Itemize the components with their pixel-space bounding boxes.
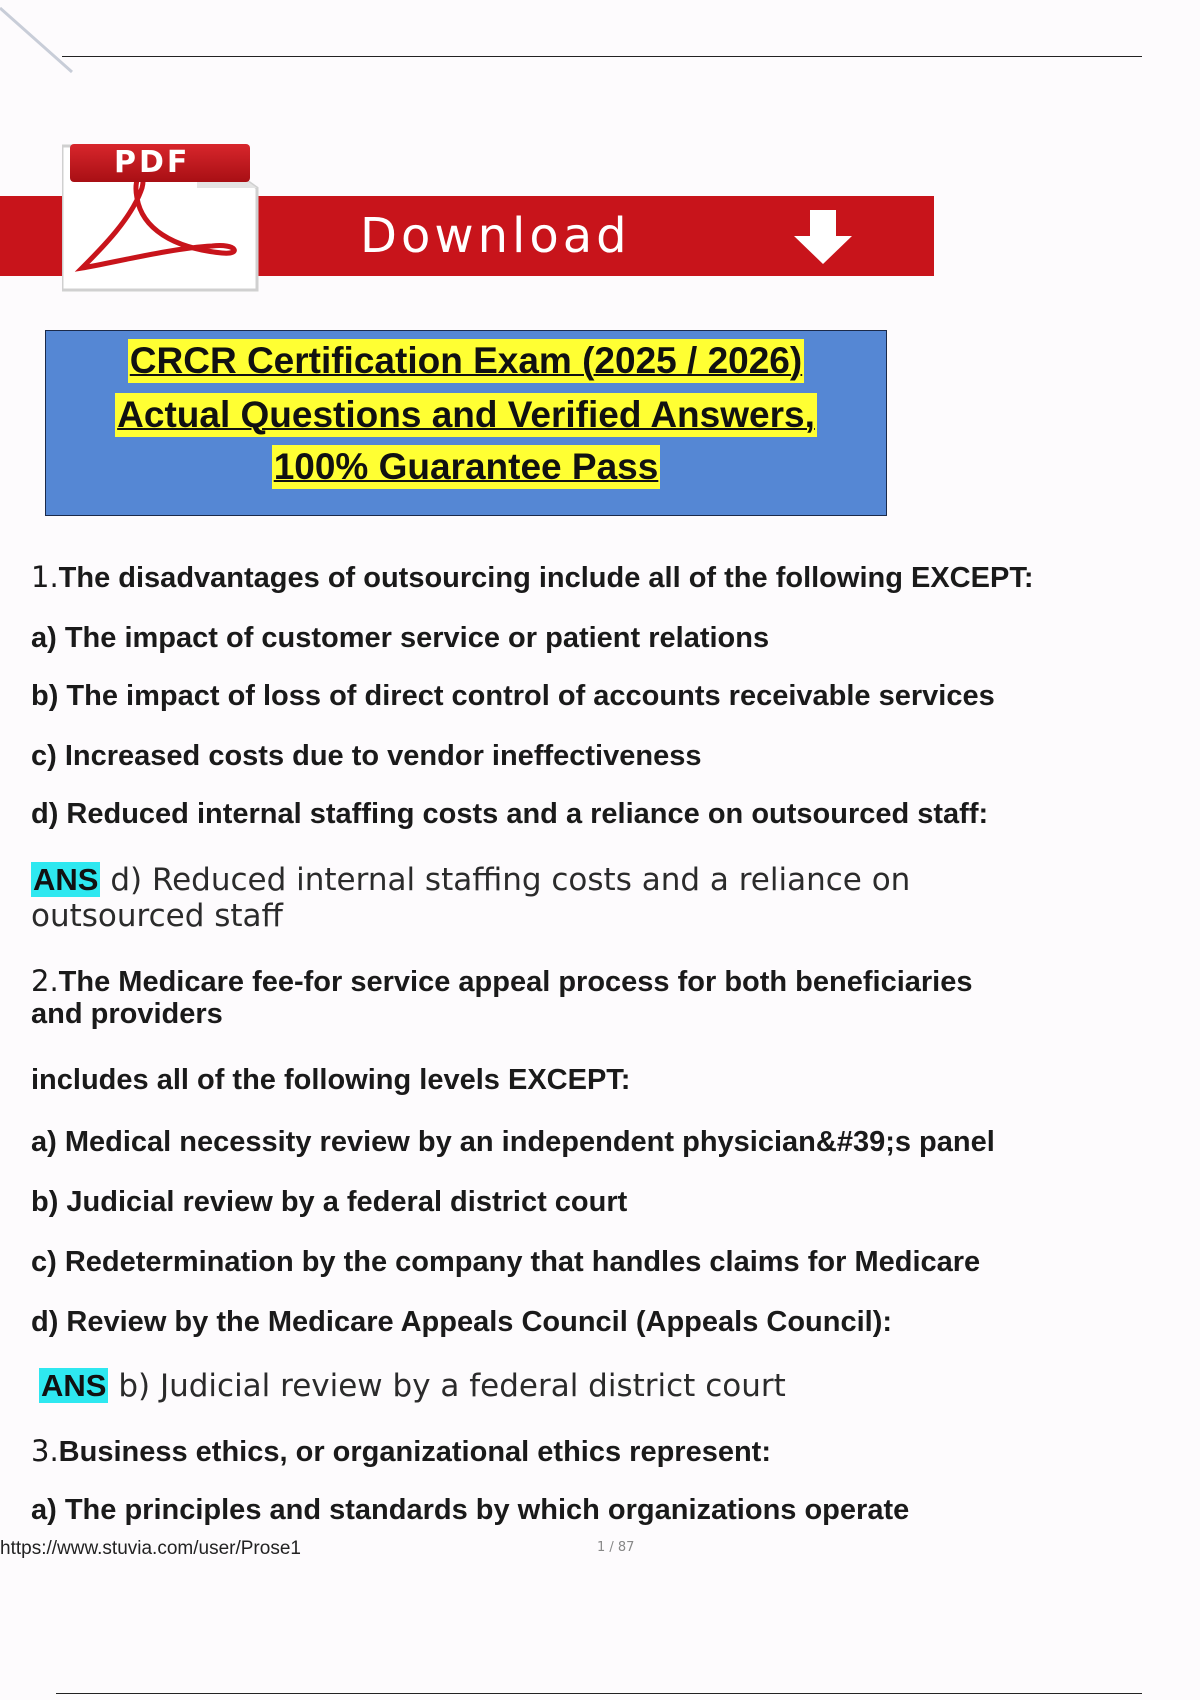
footer-rule (56, 1693, 1142, 1694)
footer-page-number: 1 / 87 (597, 1540, 635, 1555)
header-rule (62, 56, 1142, 57)
pdf-download-banner[interactable] (0, 138, 940, 298)
question-2-continuation: and providers (31, 998, 223, 1030)
answer-2 (39, 1368, 1039, 1404)
answer-text: d) Reduced internal staffing costs and a reliance on outsourced staff (31, 862, 911, 934)
question-text: Business ethics, or organizational ethics represent: (58, 1436, 771, 1468)
document-title-box (45, 330, 887, 516)
title-line-3: 100% Guarantee Pass (273, 446, 659, 487)
option-1a: a) The impact of customer service or patient relations (31, 622, 770, 654)
option-1d: d) Reduced internal staffing costs and a reliance on outsourced staff: (31, 798, 989, 830)
question-text: The Medicare fee-for service appeal process for both beneficiaries (58, 966, 973, 998)
question-3 (31, 1434, 771, 1469)
corner-fold-mark (0, 0, 80, 80)
question-2 (31, 964, 973, 999)
answer-tag: ANS (41, 1368, 107, 1403)
question-1 (31, 560, 1033, 595)
title-line-1: CRCR Certification Exam (2025 / 2026) (129, 340, 803, 381)
option-2a: a) Medical necessity review by an independent physician&#39;s panel (31, 1126, 995, 1158)
answer-1 (31, 862, 1031, 934)
pdf-document-icon (62, 138, 262, 293)
title-line-2: Actual Questions and Verified Answers, (117, 394, 815, 435)
question-number: 2. (31, 964, 59, 998)
option-2d: d) Review by the Medicare Appeals Council (Appeals Council): (31, 1306, 893, 1338)
download-arrow-icon (790, 208, 856, 268)
download-label[interactable]: Download (360, 208, 631, 264)
answer-text: b) Judicial review by a federal district court (118, 1368, 786, 1404)
question-2-continuation-2: includes all of the following levels EXCEPT: (31, 1064, 631, 1096)
footer-source-link[interactable]: https://www.stuvia.com/user/Prose1 (0, 1538, 301, 1559)
question-number: 3. (31, 1434, 59, 1468)
question-number: 1. (31, 560, 59, 594)
question-text: The disadvantages of outsourcing include all of the following EXCEPT: (58, 562, 1034, 594)
option-2b: b) Judicial review by a federal district court (31, 1186, 628, 1218)
option-2c: c) Redetermination by the company that handles claims for Medicare (31, 1246, 981, 1278)
option-1c: c) Increased costs due to vendor ineffectiveness (31, 740, 702, 772)
answer-tag: ANS (33, 862, 99, 897)
option-3a: a) The principles and standards by which organizations operate (31, 1494, 910, 1526)
option-1b: b) The impact of loss of direct control of accounts receivable services (31, 680, 995, 712)
pdf-label: PDF (70, 144, 250, 182)
